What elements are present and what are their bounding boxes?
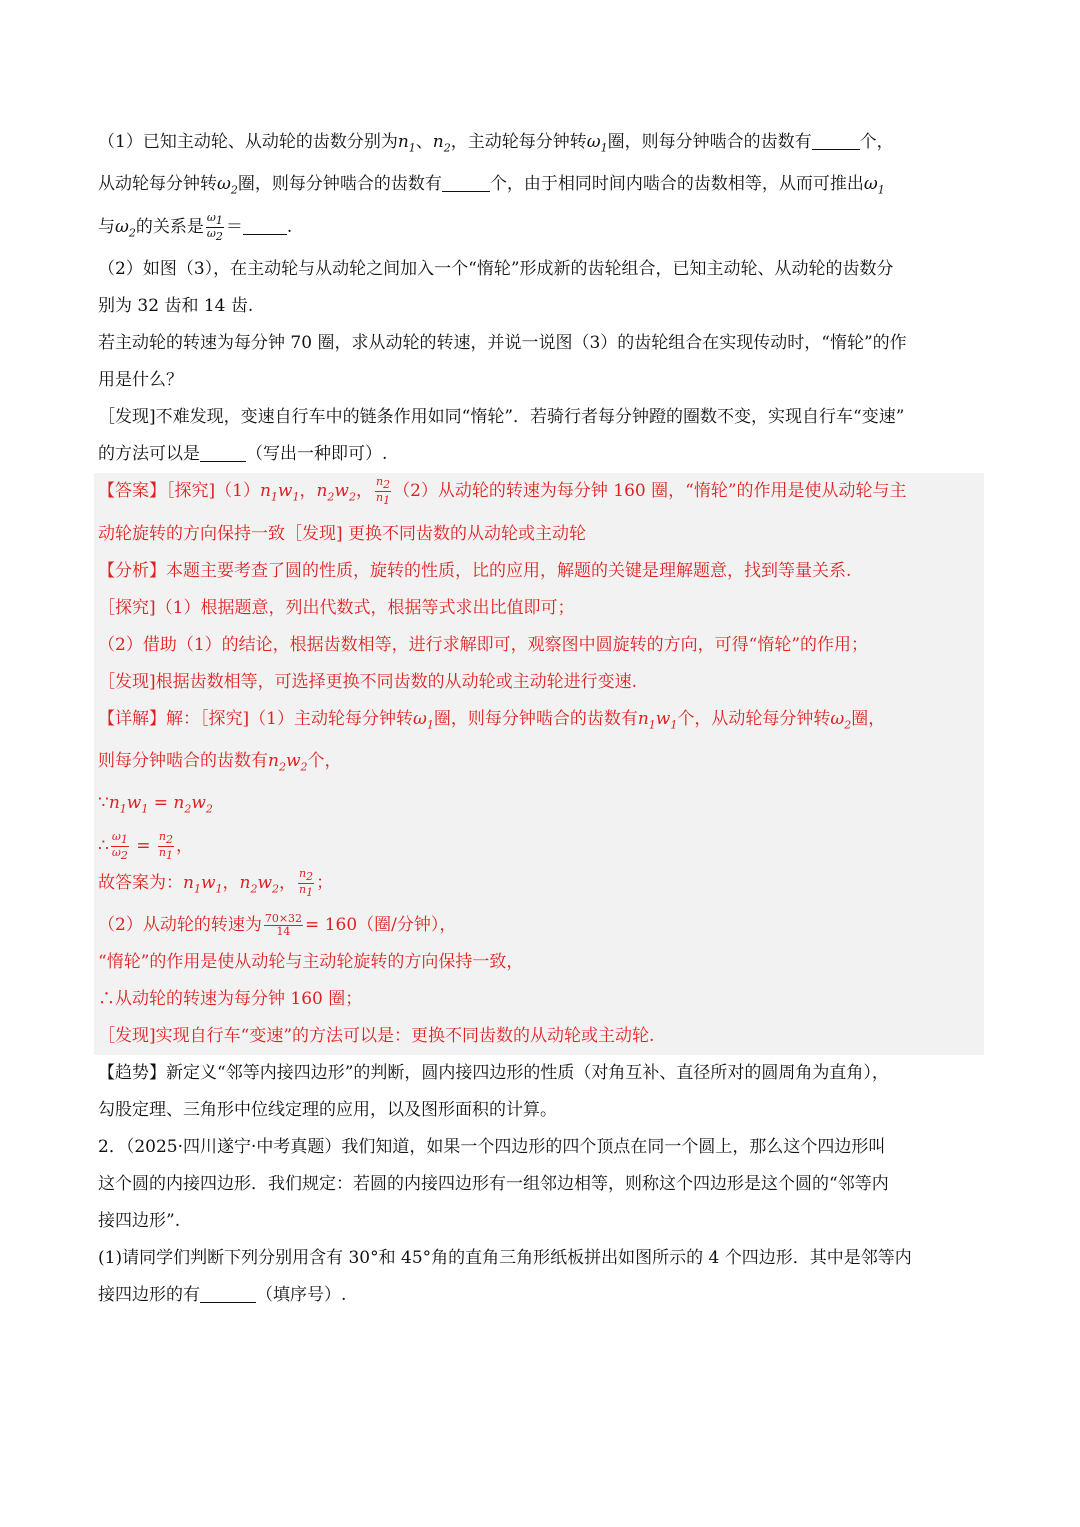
detail-line-1 (98, 701, 984, 743)
analysis-line-3: （2）借助（1）的结论，根据齿数相等，进行求解即可，观察图中圆旋转的方向，可得“惰轮”的作用； (98, 634, 869, 655)
fraction-n2-n1: $\frac{n_2}{n_1}$ (158, 829, 173, 862)
analysis-line-2: ［探究]（1）根据题意，列出代数式，根据等式求出比值即可； (98, 597, 575, 618)
text: （1）已知主动轮、从动轮的齿数分别为 (98, 132, 398, 152)
q2-line-1: （2）如图（3），在主动轮与从动轮之间加入一个“惰轮”形成新的齿轮组合，已知主动轮、从动轮的齿数分 (98, 259, 894, 280)
text: 个， (307, 750, 342, 771)
math-n2w2: $n_2w_2$ (268, 750, 308, 774)
q2-line-4: 用是什么？ (98, 370, 183, 391)
answer-blank-5[interactable] (200, 1284, 256, 1303)
problem2-line-4: (1)请同学们判断下列分别用含有 30°和 45°角的直角三角形纸板拼出如图所示的 4 个四边形．其中是邻等内 (98, 1248, 912, 1269)
answer-section (94, 473, 984, 1055)
text: （写出一种即可）. (246, 444, 388, 465)
fraction-n2-n1: $\frac{n_2}{n_1}$ (375, 474, 391, 508)
text: 接四边形的有 (98, 1285, 200, 1306)
q1-line-3 (98, 209, 984, 251)
math-n2w2: $n_2w_2$ (239, 872, 280, 896)
q2-line-2: 别为 32 齿和 14 齿. (98, 296, 254, 317)
text: 【详解】解：［探究]（1）主动轮每分钟转 (98, 708, 413, 729)
text: 圈，则每分钟啮合的齿数有 (433, 708, 638, 729)
math-n2w2: $n_2w_2$ (316, 481, 356, 504)
therefore-symbol: ∴ (98, 835, 109, 856)
detail-line-7: “惰轮”的作用是使从动轮与主动轮旋转的方向保持一致， (98, 952, 524, 973)
math-n1w1: $n_1w_1$ (183, 872, 223, 896)
problem2-line-3: 接四边形”. (98, 1211, 181, 1232)
fraction-omega1-omega2: $\frac{\omega_1}{\omega_2}$ (111, 829, 128, 862)
text: 圈， (851, 708, 886, 729)
math-n1: $n_1$ (397, 132, 416, 155)
math-n2: $n_2$ (432, 132, 451, 155)
detail-line-3 (98, 785, 984, 827)
detail-line-8: ∴从动轮的转速为每分钟 160 圈； (98, 989, 363, 1010)
text: 故答案为： (98, 872, 183, 893)
math-omega2: $\omega_2$ (830, 708, 852, 731)
problem2-line-1: 2．（2025·四川遂宁·中考真题）我们知道，如果一个四边形的四个顶点在同一个圆上，那么这个四边形叫 (98, 1137, 886, 1158)
text: ， (175, 835, 193, 856)
text: （填序号）. (256, 1285, 347, 1306)
because-symbol: ∵ (98, 793, 109, 814)
text: ； (316, 872, 334, 893)
answer-blank-2[interactable] (442, 173, 490, 192)
text: （2）从动轮的转速为每分钟 160 圈，“惰轮”的作用是使从动轮与主 (393, 481, 907, 502)
text: （2）从动轮的转速为 (98, 915, 262, 936)
fraction-70x32-14: $\frac{70\times 32}{14}$ (264, 912, 303, 939)
detail-line-6 (98, 907, 984, 944)
math-n1w1: $n_1w_1$ (259, 481, 300, 504)
q2-line-3: 若主动轮的转速为每分钟 70 圈，求从动轮的转速，并说一说图（3）的齿轮组合在实现传动时，“惰轮”的作 (98, 333, 907, 354)
trend-line-2: 勾股定理、三角形中位线定理的应用，以及图形面积的计算。 (98, 1100, 557, 1121)
math-omega2: $\omega_2$ (115, 216, 136, 240)
q1-line-2 (98, 166, 984, 208)
detail-line-5 (98, 865, 984, 907)
text: 圈，则每分钟啮合的齿数有 (237, 174, 442, 195)
answer-blank-3[interactable] (243, 216, 287, 235)
analysis-line-4: ［发现]根据齿数相等，可选择更换不同齿数的从动轮或主动轮进行变速. (98, 671, 638, 692)
fraction-n2-n1: $\frac{n_2}{n_1}$ (299, 866, 314, 899)
text: 从动轮每分钟转 (98, 174, 217, 195)
text: ＝ (225, 216, 243, 237)
text: 的关系是 (135, 216, 204, 237)
answer-line-1 (98, 473, 984, 515)
q2-line-5: ［发现]不难发现，变速自行车中的链条作用如同“惰轮”．若骑行者每分钟蹬的圈数不变，实现自行车“变速” (98, 407, 905, 428)
problem2-line-5 (98, 1277, 984, 1314)
detail-line-2 (98, 743, 984, 785)
text: 个， (859, 132, 894, 152)
q2-line-6 (98, 436, 984, 473)
analysis-line-1: 【分析】本题主要考查了圆的性质，旋转的性质，比的应用，解题的关键是理解题意，找到等量关系. (98, 560, 852, 581)
problem2-line-2: 这个圆的内接四边形．我们规定：若圆的内接四边形有一组邻边相等，则称这个四边形是这个圆的“邻等内 (98, 1174, 889, 1195)
math-omega1: $\omega_1$ (863, 174, 885, 197)
text: 则每分钟啮合的齿数有 (98, 750, 268, 771)
math-omega1: $\omega_1$ (412, 708, 434, 731)
text: . (286, 216, 293, 237)
detail-line-4 (98, 828, 984, 865)
text: 【答案】［探究]（1） (98, 481, 260, 502)
math-equation: $n_1w_1 = n_2w_2$ (108, 793, 213, 816)
text: 个，由于相同时间内啮合的齿数相等，从而可推出 (489, 174, 864, 195)
text: ， (299, 481, 317, 502)
math-n1w1: $n_1w_1$ (637, 708, 678, 731)
text: ， (355, 481, 373, 502)
text: ， (222, 872, 240, 893)
text: 圈，则每分钟啮合的齿数有 (607, 132, 812, 152)
text: 个，从动轮每分钟转 (677, 708, 831, 729)
answer-line-2: 动轮旋转的方向保持一致［发现] 更换不同齿数的从动轮或主动轮 (98, 523, 587, 544)
text: 、 (415, 132, 433, 152)
trend-line-1: 【趋势】新定义“邻等内接四边形”的判断，圆内接四边形的性质（对角互补、直径所对的圆周角为直角）， (98, 1063, 889, 1084)
detail-line-9: ［发现]实现自行车“变速”的方法可以是：更换不同齿数的从动轮或主动轮. (98, 1026, 655, 1047)
text: 的方法可以是 (98, 444, 200, 465)
q1-line-1 (98, 124, 984, 166)
document-page (98, 124, 984, 1314)
text: ， (279, 872, 297, 893)
answer-blank-1[interactable] (812, 131, 860, 150)
text: = (130, 835, 156, 856)
fraction-omega1-omega2: $\frac{\omega_1}{\omega_2}$ (206, 210, 223, 243)
math-omega2: $\omega_2$ (217, 174, 238, 197)
answer-blank-4[interactable] (200, 443, 246, 462)
text: 与 (98, 216, 115, 237)
text: ，主动轮每分钟转 (450, 132, 587, 152)
text: = 160（圈/分钟）， (305, 915, 457, 936)
math-omega1: $\omega_1$ (586, 132, 608, 155)
